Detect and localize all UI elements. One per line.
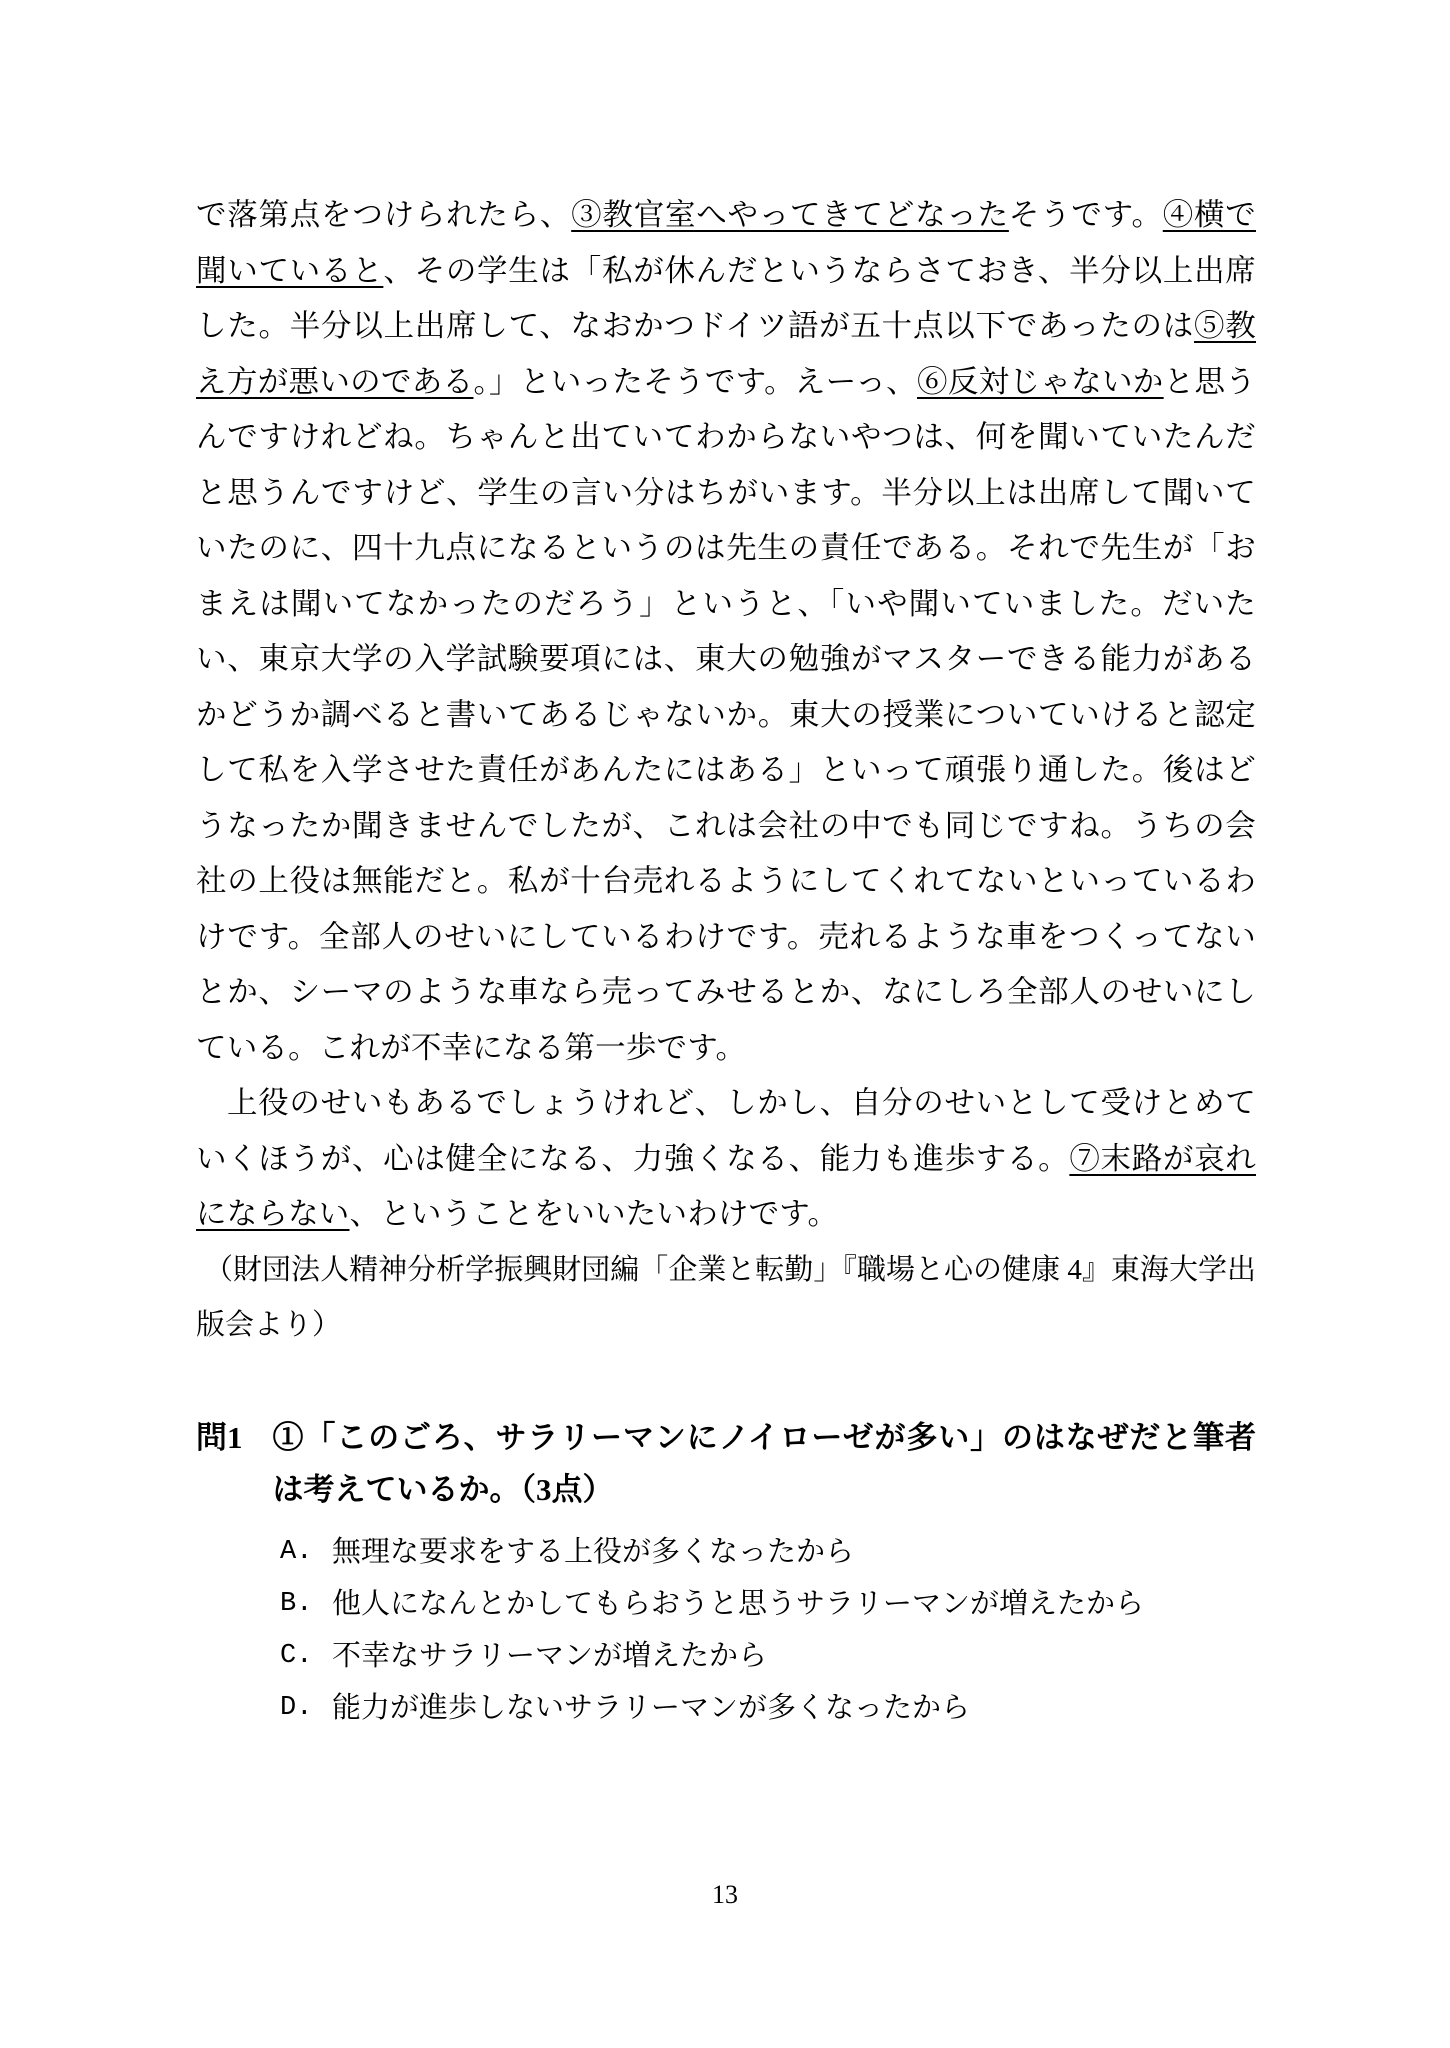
body-text-run: 、ということをいいたいわけです。	[349, 1197, 839, 1231]
body-text-run: 上役のせいもあるでしょうけれど、しかし、自分のせいとして受けとめていくほうが、心は健全になる、力強くなる、能力も進歩する。	[196, 1086, 1256, 1176]
body-text-run: 、その学生は「私が休んだというならさておき、半分以上出席した。半分以上出席して、なおかつドイツ語が五十点以下であったのは	[196, 253, 1256, 343]
question-block	[196, 1412, 1256, 1734]
underlined-phrase: ⑤教え方が悪いのである	[196, 309, 1256, 399]
option-text: 不幸なサラリーマンが増えたから	[332, 1639, 768, 1672]
answer-option[interactable]	[196, 1578, 1256, 1630]
answer-option[interactable]	[196, 1526, 1256, 1578]
body-paragraph	[196, 1076, 1256, 1243]
body-text-run: で落第点をつけられたら、	[196, 198, 572, 232]
page-number: 13	[712, 1880, 738, 1909]
underlined-phrase: ④横で聞いていると	[196, 198, 1256, 288]
option-letter: D.	[280, 1692, 313, 1723]
answer-option[interactable]	[196, 1630, 1256, 1682]
body-text-run: そうです。	[1008, 198, 1163, 232]
page-content	[196, 188, 1256, 1734]
question-text: ①「このごろ、サラリーマンにノイローゼが多い」のはなぜだと筆者は考えているか。（3点）	[272, 1419, 1256, 1507]
underlined-phrase: ⑥反対じゃないか	[917, 364, 1164, 399]
body-text-run: と思うんですけれどね。ちゃんと出ていてわからないやつは、何を聞いていたんだと思うんですけど、学生の言い分はちがいます。半分以上は出席して聞いていたのに、四十九点になるというのは先生の責任である。それで先生が「おまえは聞いてなかったのだろう」というと、「いや聞いていました。だいたい、東京大学の入学試験要項には、東大の勉強がマスターできる能力があるかどうか調べると書いてあるじゃないか。東大の授業についていけると認定して私を入学させた責任があんたにはある」といって頑張り通した。後はどうなったか聞きませんでしたが、これは会社の中でも同じですね。うちの会社の上役は無能だと。私が十台売れるようにしてくれてないといっているわけです。全部人のせいにしているわけです。売れるような車をつくってないとか、シーマのような車なら売ってみせるとか、なにしろ全部人のせいにしている。これが不幸になる第一歩です。	[196, 364, 1256, 1065]
answer-option[interactable]	[196, 1682, 1256, 1734]
underlined-phrase: ③教官室へやってきてどなった	[571, 198, 1009, 232]
option-text: 能力が進歩しないサラリーマンが多くなったから	[332, 1691, 971, 1724]
answer-options-list	[196, 1526, 1256, 1734]
question-label: 問1	[196, 1419, 243, 1455]
option-text: 他人になんとかしてもらおうと思うサラリーマンが増えたから	[332, 1587, 1145, 1620]
body-text-run: 。」といったそうです。えーっ、	[473, 364, 917, 399]
option-letter: A.	[280, 1536, 313, 1567]
option-letter: C.	[280, 1640, 313, 1671]
question-heading	[196, 1412, 1256, 1516]
underlined-phrase: ⑦末路が哀れにならない	[196, 1141, 1256, 1231]
source-citation: （財団法人精神分析学振興財団編「企業と転勤」『職場と心の健康 4』東海大学出版会より）	[196, 1253, 1256, 1341]
body-paragraph	[196, 188, 1256, 1076]
option-letter: B.	[280, 1588, 313, 1619]
option-text: 無理な要求をする上役が多くなったから	[332, 1535, 855, 1568]
